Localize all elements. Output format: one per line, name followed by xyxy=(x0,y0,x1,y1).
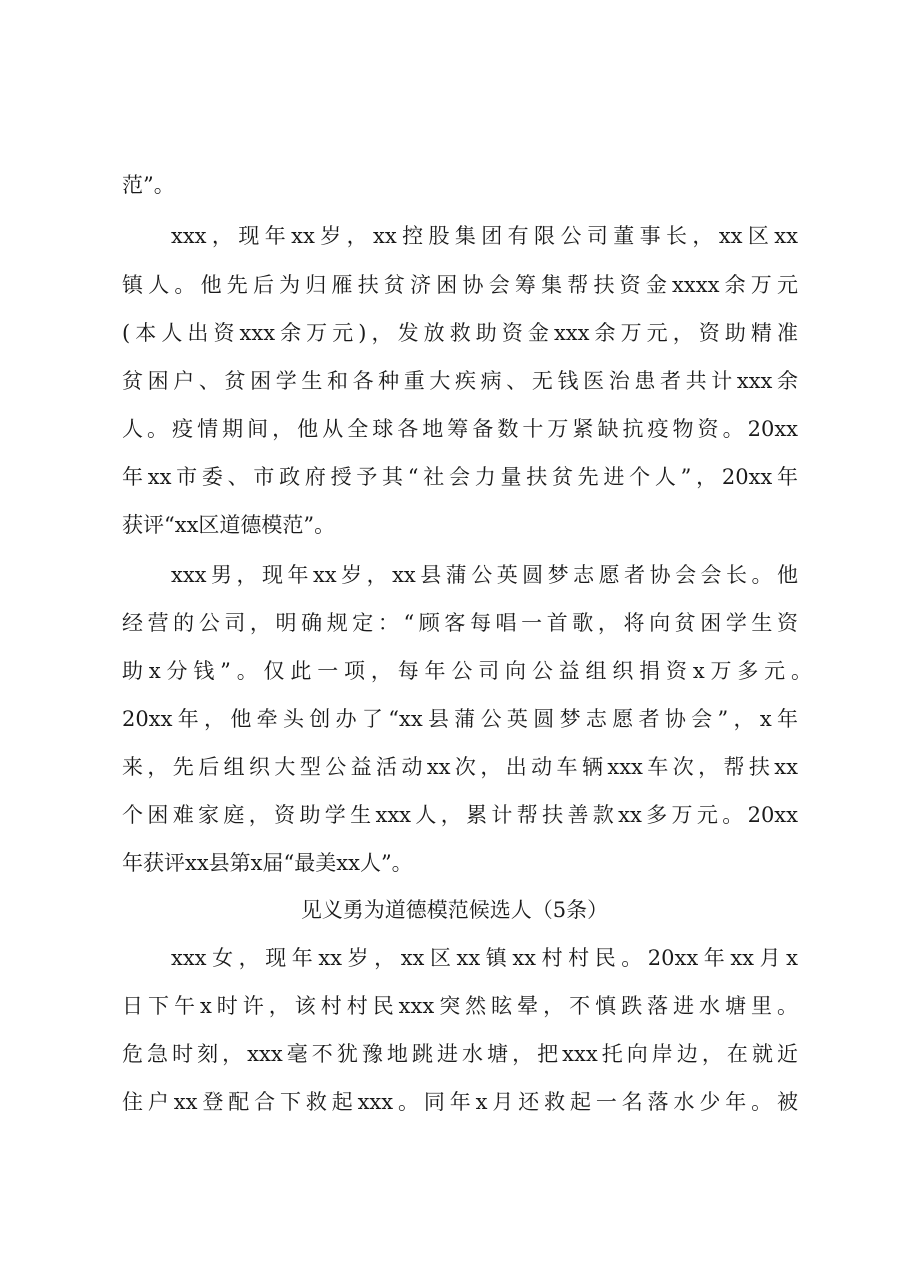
text-line xyxy=(0,1085,909,1119)
text-line xyxy=(0,364,909,398)
line-text: 人。疫情期间，他从全球各地筹备数十万紧缺抗疫物资。20xx xyxy=(122,417,798,441)
line-text: 获评“xx区道德模范”。 xyxy=(122,513,336,537)
line-text: 个困难家庭，资助学生xxx人，累计帮扶善款xx多万元。20xx xyxy=(122,803,798,827)
text-line xyxy=(0,268,909,302)
line-text: (本人出资xxx余万元)，发放救助资金xxx余万元，资助精准 xyxy=(122,321,798,345)
line-text: 来，先后组织大型公益活动xx次，出动车辆xxx车次，帮扶xx xyxy=(122,755,798,779)
text-line xyxy=(0,316,909,350)
line-text: 住户xx登配合下救起xxx。同年x月还救起一名落水少年。被 xyxy=(122,1090,798,1114)
text-line xyxy=(0,606,909,640)
line-text: xxx女，现年xx岁，xx区xx镇xx村村民。20xx年xx月x xyxy=(171,946,798,970)
text-line xyxy=(0,989,909,1023)
text-line xyxy=(0,412,909,446)
paragraph-start-line xyxy=(0,219,909,253)
text-line xyxy=(0,168,909,202)
line-text: 范”。 xyxy=(122,173,175,197)
text-line xyxy=(0,798,909,832)
line-text: 经营的公司，明确规定：“顾客每唱一首歌，将向贫困学生资 xyxy=(122,611,798,635)
line-text: 危急时刻，xxx毫不犹豫地跳进水塘，把xxx托向岸边，在就近 xyxy=(122,1042,798,1066)
line-text: 年获评xx县第x届“最美xx人”。 xyxy=(122,851,413,875)
line-text: xxx，现年xx岁，xx控股集团有限公司董事长，xx区xx xyxy=(171,224,798,248)
line-text: xxx男，现年xx岁，xx县蒲公英圆梦志愿者协会会长。他 xyxy=(171,563,798,587)
text-line xyxy=(0,654,909,688)
text-line xyxy=(0,460,909,494)
text-line xyxy=(0,1037,909,1071)
section-heading-text: 见义勇为道德模范候选人（5条） xyxy=(300,898,609,922)
line-text: 助x分钱”。仅此一项，每年公司向公益组织捐资x万多元。 xyxy=(122,659,812,683)
line-text: 日下午x时许，该村村民xxx突然眩晕，不慎跌落进水塘里。 xyxy=(122,994,798,1018)
text-line xyxy=(0,846,909,880)
paragraph-start-line xyxy=(0,941,909,975)
line-text: 20xx年，他牵头创办了“xx县蒲公英圆梦志愿者协会”，x年 xyxy=(122,707,798,731)
text-line xyxy=(0,508,909,542)
line-text: 镇人。他先后为归雁扶贫济困协会筹集帮扶资金xxxx余万元 xyxy=(122,273,798,297)
line-text: 年xx市委、市政府授予其“社会力量扶贫先进个人”，20xx年 xyxy=(122,465,798,489)
text-line xyxy=(0,750,909,784)
text-line xyxy=(0,702,909,736)
line-text: 贫困户、贫困学生和各种重大疾病、无钱医治患者共计xxx余 xyxy=(122,369,798,393)
section-heading xyxy=(0,893,909,927)
paragraph-start-line xyxy=(0,558,909,592)
